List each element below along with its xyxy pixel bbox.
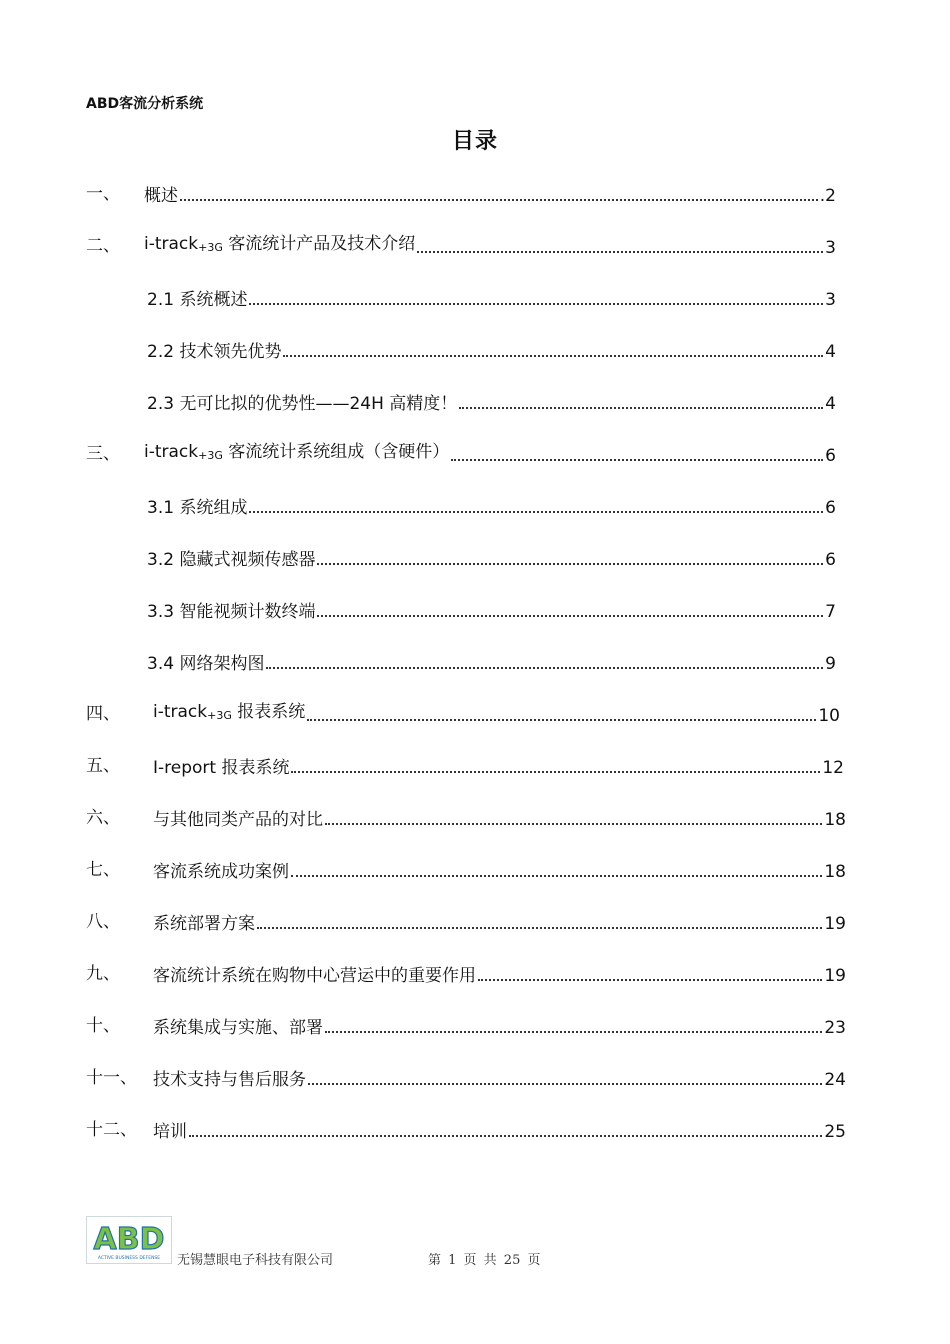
toc-entry[interactable] bbox=[86, 753, 844, 779]
toc-entry-page: 18 bbox=[824, 862, 846, 882]
toc-leader-dots bbox=[266, 667, 823, 669]
toc-subentry[interactable] bbox=[147, 285, 836, 311]
toc-entry-page: 23 bbox=[824, 1018, 846, 1038]
toc-entry-number: 六、 bbox=[86, 808, 120, 828]
toc-entry-number: 五、 bbox=[86, 756, 120, 776]
footer-company-name: 无锡慧眼电子科技有限公司 bbox=[177, 1253, 334, 1268]
toc-leader-dots bbox=[257, 927, 822, 929]
toc-subentry[interactable] bbox=[147, 597, 836, 623]
toc-entry-number: 八、 bbox=[86, 912, 120, 932]
toc-entry-title: 客流统计系统在购物中心营运中的重要作用 bbox=[153, 966, 476, 986]
toc-entry-title: 客流系统成功案例 bbox=[153, 862, 289, 882]
toc-entry-title: 概述 bbox=[144, 186, 178, 206]
toc-entry[interactable] bbox=[86, 961, 846, 987]
toc-entry-number: 一、 bbox=[86, 184, 120, 204]
toc-entry-title: 2.2 技术领先优势 bbox=[147, 342, 282, 362]
toc-leader-dots bbox=[291, 771, 820, 773]
toc-entry-title: 3.2 隐藏式视频传感器 bbox=[147, 550, 316, 570]
toc-entry-number: 四、 bbox=[86, 704, 120, 724]
toc-entry-page: 6 bbox=[825, 498, 836, 518]
toc-entry-page: 4 bbox=[825, 394, 836, 414]
toc-leader-dots bbox=[417, 251, 823, 253]
footer-page-number: 第 1 页 共 25 页 bbox=[428, 1253, 541, 1268]
toc-leader-dots bbox=[325, 823, 822, 825]
toc-entry-title: i-track+3G 客流统计系统组成（含硬件） bbox=[144, 442, 450, 462]
toc-entry-number: 十二、 bbox=[86, 1120, 137, 1140]
toc-entry-title: 3.1 系统组成 bbox=[147, 498, 248, 518]
toc-entry-page: 18 bbox=[824, 810, 846, 830]
toc-entry-page: 3 bbox=[825, 238, 836, 258]
toc-entry-title: 3.3 智能视频计数终端 bbox=[147, 602, 316, 622]
toc-subentry[interactable] bbox=[147, 545, 836, 571]
toc-subentry[interactable] bbox=[147, 389, 836, 415]
toc-subentry[interactable] bbox=[147, 337, 836, 363]
toc-leader-dots bbox=[180, 199, 818, 201]
toc-entry[interactable] bbox=[86, 805, 846, 831]
toc-entry-title: 系统集成与实施、部署 bbox=[153, 1018, 323, 1038]
toc-entry-page: .2 bbox=[819, 186, 836, 206]
toc-leader-dots bbox=[325, 1031, 822, 1033]
toc-entry-page: 7 bbox=[825, 602, 836, 622]
toc-leader-dots bbox=[317, 563, 823, 565]
toc-entry[interactable] bbox=[86, 909, 846, 935]
toc-entry-page: 12 bbox=[822, 758, 844, 778]
toc-entry-page: 24 bbox=[824, 1070, 846, 1090]
toc-entry-title: 技术支持与售后服务 bbox=[153, 1070, 306, 1090]
toc-leader-dots bbox=[317, 615, 823, 617]
toc-entry-number: 十一、 bbox=[86, 1068, 137, 1088]
toc-entry-title: i-track+3G 客流统计产品及技术介绍 bbox=[144, 234, 416, 254]
toc-leader-dots bbox=[459, 407, 823, 409]
toc-entry-page: 25 bbox=[824, 1122, 846, 1142]
toc-entry[interactable] bbox=[86, 857, 846, 883]
toc-entry-page: 19 bbox=[824, 914, 846, 934]
toc-leader-dots bbox=[451, 459, 823, 461]
toc-entry-number: 二、 bbox=[86, 236, 120, 256]
toc-entry-title: 系统部署方案 bbox=[153, 914, 255, 934]
toc-entry[interactable] bbox=[86, 233, 836, 259]
toc-entry-number: 三、 bbox=[86, 444, 120, 464]
toc-entry-number: 七、 bbox=[86, 860, 120, 880]
toc-entry[interactable] bbox=[86, 701, 840, 727]
toc-leader-dots bbox=[283, 355, 823, 357]
toc-entry-title: I-report 报表系统 bbox=[153, 758, 290, 778]
toc-subentry[interactable] bbox=[147, 649, 836, 675]
toc-heading: 目录 bbox=[451, 129, 498, 154]
toc-entry-title: 与其他同类产品的对比 bbox=[153, 810, 323, 830]
toc-entry-title: 培训 bbox=[153, 1122, 187, 1142]
toc-leader-dots bbox=[307, 719, 816, 721]
toc-leader-dots bbox=[249, 511, 823, 513]
toc-subentry[interactable] bbox=[147, 493, 836, 519]
svg-text:ACTIVE BUSINESS DEFENSE: ACTIVE BUSINESS DEFENSE bbox=[97, 1256, 161, 1261]
toc-entry-page: 10 bbox=[818, 706, 840, 726]
toc-entry-page: 9 bbox=[825, 654, 836, 674]
toc-entry-number: 九、 bbox=[86, 964, 120, 984]
toc-entry[interactable] bbox=[86, 1117, 846, 1143]
company-logo bbox=[86, 1216, 172, 1264]
toc-leader-dots bbox=[478, 979, 822, 981]
toc-leader-dots bbox=[189, 1135, 822, 1137]
header-title: ABD客流分析系统 bbox=[86, 96, 204, 112]
toc-entry-page: 3 bbox=[825, 290, 836, 310]
toc-leader-dots bbox=[308, 1083, 822, 1085]
toc-entry-number: 十、 bbox=[86, 1016, 120, 1036]
toc-entry-title: i-track+3G 报表系统 bbox=[153, 702, 306, 722]
svg-text:ABD: ABD bbox=[93, 1222, 165, 1257]
toc-entry[interactable] bbox=[86, 441, 836, 467]
toc-entry-title: 2.1 系统概述 bbox=[147, 290, 248, 310]
toc-entry[interactable] bbox=[86, 1065, 846, 1091]
toc-entry-page: 6 bbox=[825, 446, 836, 466]
toc-entry[interactable] bbox=[86, 181, 836, 207]
toc-entry-title: 2.3 无可比拟的优势性——24H 高精度！ bbox=[147, 394, 458, 414]
abd-logo-icon bbox=[87, 1217, 171, 1263]
toc-entry-page: 19 bbox=[824, 966, 846, 986]
toc-leader-dots bbox=[291, 875, 822, 877]
toc-entry-page: 4 bbox=[825, 342, 836, 362]
toc-entry[interactable] bbox=[86, 1013, 846, 1039]
toc-entry-title: 3.4 网络架构图 bbox=[147, 654, 265, 674]
toc-leader-dots bbox=[249, 303, 823, 305]
toc-entry-page: 6 bbox=[825, 550, 836, 570]
